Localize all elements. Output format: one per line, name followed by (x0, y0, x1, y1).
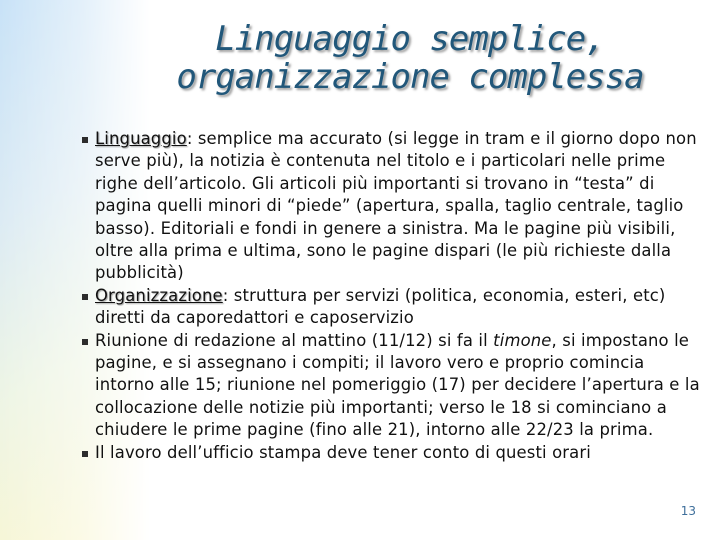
term-organizzazione: Organizzazione (95, 285, 223, 305)
slide-title (100, 20, 720, 96)
term-timone: timone (493, 330, 552, 350)
bullet-linguaggio (86, 128, 706, 285)
bullet-text-before: Riunione di redazione al mattino (11/12) si fa il (95, 330, 494, 350)
bullet-list (86, 128, 706, 464)
slide-title-line-2: organizzazione complessa (176, 57, 644, 97)
bullet-text: Il lavoro dell’ufficio stampa deve tener conto di questi orari (95, 442, 591, 462)
bullet-square-icon (82, 451, 88, 457)
page-number: 13 (680, 504, 696, 518)
bullet-ufficio-stampa (86, 442, 706, 464)
bullet-text: : struttura per servizi (politica, economia, esteri, etc) diretti da caporedattori e caposervizio (95, 285, 666, 328)
bullet-organizzazione (86, 285, 706, 330)
bullet-square-icon (82, 339, 88, 345)
slide-title-line-1: Linguaggio semplice, (215, 19, 605, 59)
bullet-riunione (86, 330, 706, 442)
term-linguaggio: Linguaggio (95, 129, 187, 148)
bullet-text: : semplice ma accurato (si legge in tram e il giorno dopo non serve più), la notizia è contenuta nel titolo e i particolari nelle prime righe dell’articolo. Gli articoli più importanti si trovano in “testa” di pagina quelli minori di “piede” (apertura, spalla, taglio centrale, taglio basso). Editoriali e fondi in genere a sinistra. Ma le pagine più visibili, oltre alla prima e ultima, sono le pagine dispari (le più richieste dalla pubblicità) (95, 129, 697, 283)
bullet-square-icon (82, 294, 88, 300)
bullet-text-after: , si impostano le pagine, e si assegnano i compiti; il lavoro vero e proprio comincia intorno alle 15; riunione nel pomeriggio (17) per decidere l’apertura e la collocazione delle notizie più importanti; verso le 18 si cominciano a chiudere le prime pagine (fino alle 21), intorno alle 22/23 la prima. (95, 330, 700, 440)
bullet-square-icon (82, 137, 88, 143)
